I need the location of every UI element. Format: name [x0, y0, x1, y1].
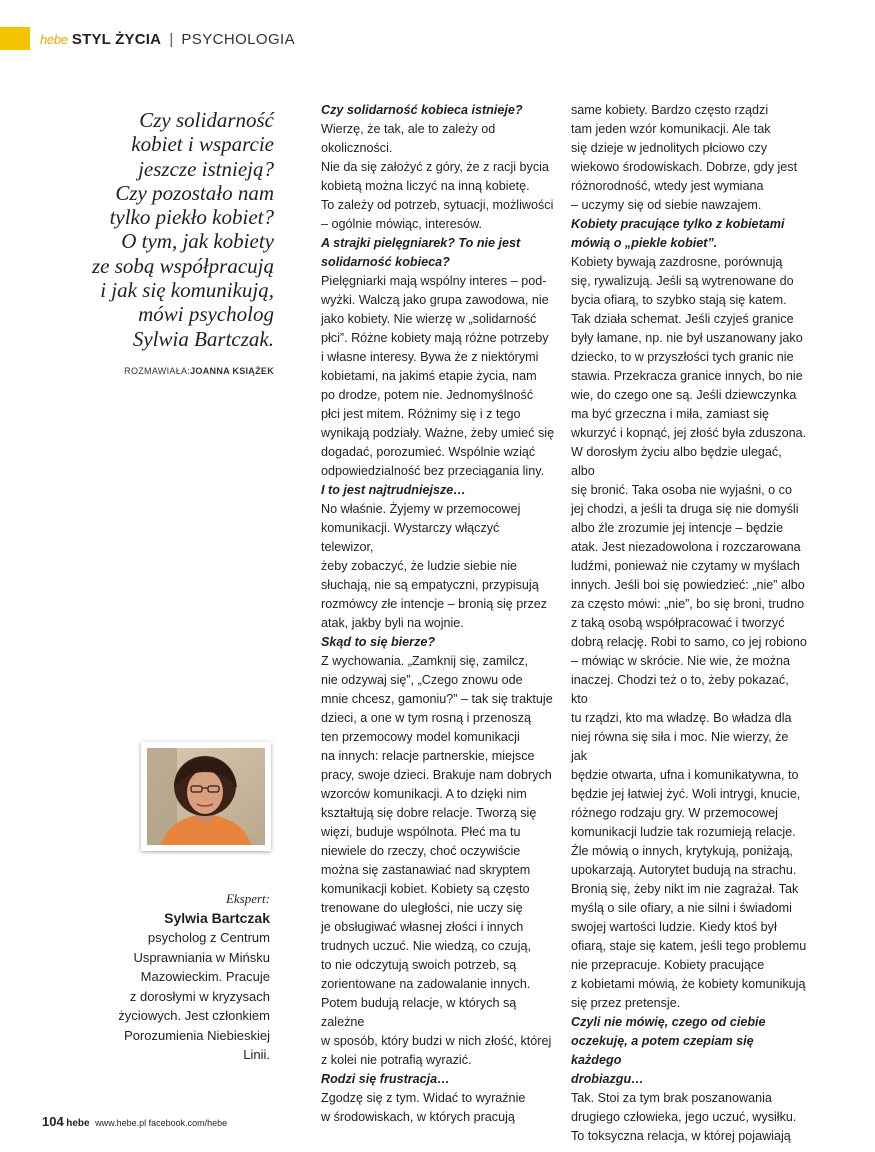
expert-photo: [147, 748, 265, 845]
article-text-line: – uczymy się od siebie nawzajem.: [571, 198, 762, 212]
expert-label: Ekspert:: [225, 891, 270, 906]
article-text-line: mnie chcesz, gamoniu?” – tak się traktuje: [321, 692, 553, 706]
article-text-line: będzie jej łatwiej żyć. Woli intrygi, knucie,: [571, 787, 801, 801]
expert-box: [80, 889, 270, 1065]
lead-line: O tym, jak kobiety: [121, 229, 274, 254]
bio-line: psycholog z Centrum: [147, 930, 270, 945]
article-text-line: albo źle zrozumie jej intencje – będzie: [571, 521, 784, 535]
article-text-line: rozmówcy złe intencje – bronią się przez: [321, 597, 548, 611]
article-text-line: na innych: relacje partnerskie, miejsce: [321, 749, 535, 763]
article-text-line: ten przemocowy model komunikacji: [321, 730, 520, 744]
article-text-line: tam jeden wzór komunikacji. Ale tak: [571, 122, 771, 136]
article-text-line: pracy, swoje dzieci. Brakuje nam dobrych: [321, 768, 552, 782]
article-text-line: Nie da się założyć z góry, że z racji bycia: [321, 160, 549, 174]
article-text-line: za często mówi: „nie”, bo się broni, trudno: [571, 597, 805, 611]
article-text-line: Z wychowania. „Zamknij się, zamilcz,: [321, 654, 529, 668]
interview-question-line: mówią o „piekle kobiet”.: [571, 236, 718, 250]
lead-line: i jak się komunikują,: [100, 278, 274, 303]
article-column-1: [321, 101, 555, 1127]
article-text-line: się, rywalizują. Jeśli są wytrenowane do: [571, 274, 794, 288]
article-text-line: się dzieje w jednolitych płciowo czy: [571, 141, 767, 155]
article-text-line: Bronią się, żeby nikt im nie zagrażał. Tak: [571, 882, 799, 896]
article-text-line: ludźmi, ponieważ nie czytamy w myślach: [571, 559, 800, 573]
article-text-line: w środowiskach, w których pracują: [321, 1110, 515, 1124]
section-header: [40, 31, 295, 49]
article-text-line: różnorodność, wtedy jest wymiana: [571, 179, 764, 193]
article-text-line: się przez pretensje.: [571, 996, 681, 1010]
article-lead: [60, 108, 274, 351]
article-text-line: swojej wartości ludzie. Kiedy ktoś był: [571, 920, 777, 934]
lead-line: Czy pozostało nam: [115, 180, 274, 205]
article-text-line: żeby zobaczyć, że ludzie siebie nie: [321, 559, 518, 573]
interview-credit: [60, 366, 274, 376]
article-text-line: ma być grzeczna i miła, zamiast się: [571, 407, 770, 421]
article-text-line: z kolei nie potrafią wyrazić.: [321, 1053, 472, 1067]
article-text-line: atak, jakby byli na wojnie.: [321, 616, 464, 630]
article-text-line: W dorosłym życiu albo będzie ulegać, albo: [571, 445, 782, 478]
article-text-line: po drodze, potem nie. Jednomyślność: [321, 388, 534, 402]
article-text-line: kobietą można liczyć na inną kobietę.: [321, 179, 530, 193]
bio-line: Mazowieckim. Pracuje: [140, 969, 270, 984]
lead-line: Czy solidarność: [139, 108, 274, 132]
section-color-tab: [0, 27, 30, 50]
bio-line: życiowych. Jest członkiem: [118, 1008, 270, 1023]
article-text-line: komunikacji kobiet. Kobiety są często: [321, 882, 530, 896]
article-text-line: kształtują się dobre relacje. Tworzą się: [321, 806, 537, 820]
lead-line: ze sobą współpracują: [91, 253, 274, 278]
interview-question-line: solidarność kobieca?: [321, 255, 450, 269]
article-text-line: wie, do czego one są. Jeśli dziewczynka: [571, 388, 797, 402]
section-title: STYL ŻYCIA: [71, 31, 162, 48]
article-text-line: to nie odczytują swoich potrzeb, są: [321, 958, 517, 972]
article-text-line: się bronić. Taka osoba nie wyjaśni, o co: [571, 483, 792, 497]
article-text-line: inaczej. Chodzi też o to, żeby pokazać, kto: [571, 673, 789, 706]
article-text-line: tu rządzi, kto ma władzę. Bo władza dla: [571, 711, 792, 725]
article-text-line: myślą o sile ofiary, a nie silni i świadomi: [571, 901, 792, 915]
article-text-line: nie odzywaj się”, „Czego znowu ode: [321, 673, 523, 687]
expert-bio: [80, 928, 270, 1065]
bio-line: Linii.: [243, 1047, 270, 1062]
interview-question-line: drobiazgu…: [571, 1072, 644, 1086]
article-text-line: i własne interesy. Bywa że z niektórymi: [321, 350, 539, 364]
interview-question-line: A strajki pielęgniarek? To nie jest: [321, 236, 521, 250]
interview-question-line: Rodzi się frustracja…: [321, 1072, 450, 1086]
article-text-line: w sposób, który budzi w nich złość, której: [321, 1034, 552, 1048]
article-text-line: zorientowane na zadowalanie innych.: [321, 977, 531, 991]
credit-name: JOANNA KSIĄŻEK: [190, 366, 274, 376]
article-text-line: będzie otwarta, ufna i komunikatywna, to: [571, 768, 799, 782]
subsection-title: PSYCHOLOGIA: [181, 31, 295, 48]
article-text-line: – ogólnie mówiąc, interesów.: [321, 217, 483, 231]
article-text-line: słuchają, nie są empatyczni, przypisują: [321, 578, 539, 592]
article-text-line: jej chodzi, a jeśli ta druga się nie domyśli: [571, 502, 799, 516]
article-text-line: niej równa się siła i moc. Nie wierzy, że jak: [571, 730, 789, 763]
bio-line: Usprawniania w Mińsku: [133, 949, 270, 965]
footer-brand: hebe: [66, 1118, 90, 1129]
article-text-line: nie przepracuje. Kobiety pracujące: [571, 958, 765, 972]
article-text-line: Wierzę, że tak, ale to zależy od okoliczności.: [321, 122, 496, 155]
footer-facebook: facebook.com/hebe: [148, 1118, 228, 1128]
article-text-line: drugiego człowieka, jego uczuć, wysiłku.: [571, 1110, 797, 1124]
article-text-line: z kobietami mówią, że kobiety komunikują: [571, 977, 806, 991]
article-text-line: odpowiedzialność bez przeciągania liny.: [321, 464, 545, 478]
article-text-line: można się zastanawiać nad skryptem: [321, 863, 531, 877]
article-text-line: komunikacji. Wystarczy włączyć telewizor,: [321, 521, 500, 554]
article-text-line: – mówiąc w skrócie. Nie wie, że można: [571, 654, 791, 668]
lead-line: mówi psycholog: [138, 302, 274, 327]
article-column-2: [571, 101, 807, 1146]
expert-name: Sylwia Bartczak: [164, 909, 270, 926]
article-text-line: Tak. Stoi za tym brak poszanowania: [571, 1091, 772, 1105]
header-separator: |: [169, 31, 174, 48]
interview-question-line: oczekuję, a potem czepiam się każdego: [571, 1034, 754, 1067]
article-text-line: kobietami, na jakimś etapie życia, nam: [321, 369, 537, 383]
article-text-line: upokarzają. Autorytet budują na strachu.: [571, 863, 797, 877]
article-text-line: To zależy od potrzeb, sytuacji, możliwości: [321, 198, 554, 212]
lead-line: kobiet i wsparcie: [131, 132, 274, 157]
article-text-line: No właśnie. Żyjemy w przemocowej: [321, 502, 521, 516]
article-text-line: jako kobiety. Nie wierzę w „solidarność: [321, 312, 537, 326]
article-text-line: dobrą relację. Robi to samo, co jej robiono: [571, 635, 807, 649]
expert-photo-frame: [141, 742, 271, 851]
article-text-line: stawia. Przekracza granice innych, bo nie: [571, 369, 803, 383]
article-text-line: płci”. Różne kobiety mają różne potrzeby: [321, 331, 549, 345]
article-text-line: Źle mówią o innych, krytykują, poniżają,: [571, 844, 793, 858]
article-text-line: Potem budują relacje, w których są zależne: [321, 996, 517, 1029]
article-text-line: dziecko, to w przyszłości tych granic nie: [571, 350, 794, 364]
article-text-line: różnego rodzaju gry. W przemocowej: [571, 806, 778, 820]
article-text-line: Tak działa schemat. Jeśli czyjeś granice: [571, 312, 794, 326]
article-text-line: same kobiety. Bardzo często rządzi: [571, 103, 769, 117]
article-text-line: Zgodzę się z tym. Widać to wyraźnie: [321, 1091, 526, 1105]
article-text-line: atak. Jest niezadowolona i rozczarowana: [571, 540, 801, 554]
article-text-line: wyżki. Walczą jako grupa zawodowa, nie: [321, 293, 549, 307]
article-text-line: trenowane do uległości, nie uczy się: [321, 901, 523, 915]
article-text-line: wynikają podziały. Ważne, żeby umieć się: [321, 426, 555, 440]
lead-line: jeszcze istnieją?: [138, 156, 274, 181]
lead-line: Sylwia Bartczak.: [132, 326, 274, 351]
article-text-line: Pielęgniarki mają wspólny interes – pod-: [321, 274, 547, 288]
article-text-line: komunikacji ludzie tak rozumieją relacje.: [571, 825, 796, 839]
article-text-line: były łamane, np. nie był uszanowany jako: [571, 331, 803, 345]
footer-website: www.hebe.pl: [95, 1118, 147, 1128]
article-text-line: je obsługiwać własnej złości i innych: [321, 920, 524, 934]
lead-line: tylko piekło kobiet?: [109, 205, 274, 230]
article-text-line: płci jest mitem. Różnimy się i z tego: [321, 407, 521, 421]
article-text-line: ofiarą, staje się katem, jeśli tego problemu: [571, 939, 807, 953]
bio-line: Porozumienia Niebieskiej: [124, 1027, 270, 1043]
interview-question-line: I to jest najtrudniejsze…: [321, 483, 466, 497]
article-text-line: dzieci, a one w tym rosną i przenoszą: [321, 711, 531, 725]
article-text-line: wiekowo środowiskach. Dobrze, gdy jest: [571, 160, 798, 174]
article-text-line: wzorców komunikacji. A to dzięki nim: [321, 787, 527, 801]
bio-line: z dorosłymi w kryzysach: [129, 988, 270, 1004]
article-text-line: dogadać, porozumieć. Wspólnie wziąć: [321, 445, 536, 459]
interview-question-line: Skąd to się bierze?: [321, 635, 436, 649]
interview-question-line: Czy solidarność kobieca istnieje?: [321, 103, 523, 117]
brand-logo: hebe: [40, 32, 68, 47]
article-text-line: To toksyczna relacja, w której pojawiają: [571, 1129, 791, 1143]
article-text-line: Kobiety bywają zazdrosne, porównują: [571, 255, 783, 269]
article-text-line: niewiele do rzeczy, choć oczywiście: [321, 844, 521, 858]
interview-question-line: Kobiety pracujące tylko z kobietami: [571, 217, 785, 231]
article-text-line: z taką osobą współpracować i tworzyć: [571, 616, 785, 630]
credit-label: ROZMAWIAŁA:: [124, 366, 191, 376]
article-text-line: więzi, buduje wspólnota. Płeć ma tu: [321, 825, 521, 839]
page-footer: [42, 1114, 227, 1129]
page-number: 104: [42, 1114, 64, 1129]
interview-question-line: Czyli nie mówię, czego od ciebie: [571, 1015, 766, 1029]
article-text-line: wkurzyć i kopnąć, jej złość była zduszona.: [571, 426, 807, 440]
article-text-line: innych. Jeśli boi się powiedzieć: „nie” albo: [571, 578, 805, 592]
article-text-line: trudnych uczuć. Nie wiedzą, co czują,: [321, 939, 531, 953]
article-text-line: bycia ofiarą, to szybko stają się katem.: [571, 293, 787, 307]
